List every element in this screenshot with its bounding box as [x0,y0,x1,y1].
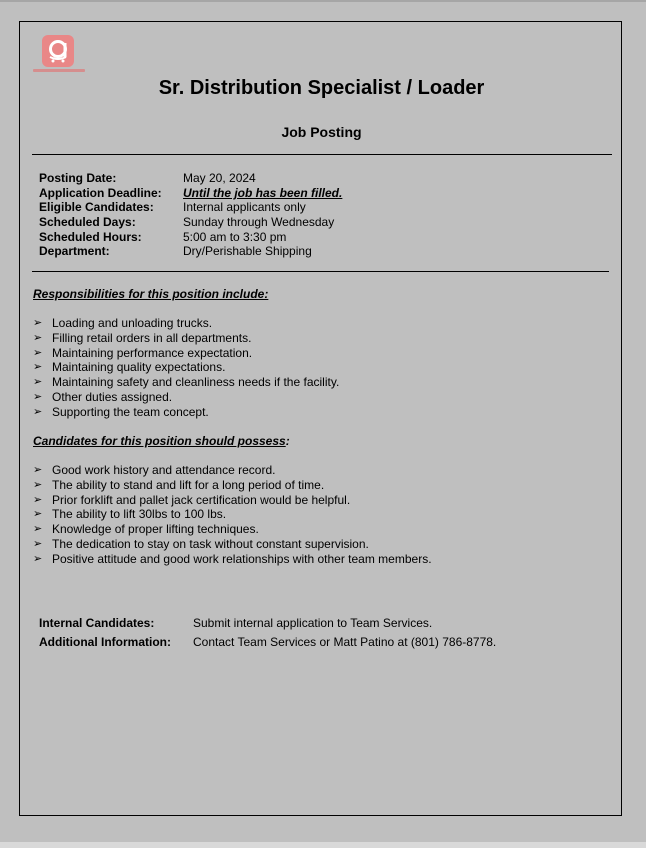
list-item-text: The ability to lift 30lbs to 100 lbs. [52,507,227,522]
company-logo [42,35,74,67]
detail-value: Internal applicants only [183,200,306,215]
list-item [33,552,432,567]
qualifications-heading-text: Candidates for this position should possess [33,434,286,448]
detail-row-posting-date [39,171,342,186]
list-item-text: Positive attitude and good work relationships with other team members. [52,551,432,566]
list-item-text: Maintaining performance expectation. [52,345,253,360]
list-item-text: Prior forklift and pallet jack certification would be helpful. [52,492,351,507]
detail-value: Dry/Perishable Shipping [183,244,312,259]
list-item [33,537,432,552]
arrow-bullet-icon: ➢ [33,478,43,491]
detail-label: Scheduled Hours: [39,229,142,244]
detail-value: 5:00 am to 3:30 pm [183,229,287,244]
list-item [33,360,339,375]
list-item [33,390,339,405]
qualifications-list [33,463,432,567]
list-item [33,522,432,537]
list-item [33,405,339,420]
footer-label: Additional Information: [39,635,171,649]
footer-value: Contact Team Services or Matt Patino at (801) 786-8778. [193,635,497,649]
qualifications-heading [33,434,290,448]
header-divider [32,154,612,155]
responsibilities-heading-text: Responsibilities for this position include: [33,287,269,301]
list-item [33,478,432,493]
logo-mark-icon [45,38,71,64]
arrow-bullet-icon: ➢ [33,317,43,329]
list-item-text: Knowledge of proper lifting techniques. [52,522,259,537]
list-item [33,346,339,361]
detail-value: Until the job has been filled. [183,185,343,200]
detail-label: Scheduled Days: [39,215,136,230]
detail-value: May 20, 2024 [183,171,256,185]
list-item-text: Good work history and attendance record. [52,463,276,477]
detail-row-department [39,244,342,259]
responsibilities-list [33,316,339,420]
list-item-text: Loading and unloading trucks. [52,316,213,330]
detail-label: Posting Date: [39,171,117,185]
list-item-text: Maintaining safety and cleanliness needs if the facility. [52,375,340,390]
detail-label: Application Deadline: [39,185,162,200]
arrow-bullet-icon: ➢ [33,464,43,476]
logo-tagline [33,69,85,72]
detail-row-eligible-candidates [39,200,342,215]
document-subtitle: Job Posting [281,124,362,140]
arrow-bullet-icon: ➢ [33,346,43,359]
footer-value: Submit internal application to Team Services. [193,616,433,630]
list-item [33,375,339,390]
detail-row-scheduled-hours [39,230,342,245]
footer-row-additional-information [39,633,496,652]
responsibilities-heading [33,287,268,301]
list-item-text: Other duties assigned. [52,389,173,404]
detail-row-application-deadline [39,186,342,201]
detail-value: Sunday through Wednesday [183,215,335,230]
arrow-bullet-icon: ➢ [33,537,43,550]
list-item-text: The ability to stand and lift for a long period of time. [52,477,325,492]
list-item [33,463,432,478]
footer-row-internal-candidates [39,614,496,633]
list-item-text: The dedication to stay on task without constant supervision. [52,536,369,551]
list-item-text: Maintaining quality expectations. [52,360,226,375]
job-title: Sr. Distribution Specialist / Loader [158,77,485,99]
window-bottom-edge [0,842,646,848]
qualifications-heading-colon: : [285,434,290,448]
arrow-bullet-icon: ➢ [33,361,43,374]
list-item [33,331,339,346]
posting-details [39,171,342,259]
arrow-bullet-icon: ➢ [33,376,43,389]
details-divider [32,271,609,272]
arrow-bullet-icon: ➢ [33,390,43,403]
contact-info [39,614,496,652]
list-item [33,316,339,331]
detail-row-scheduled-days [39,215,342,230]
list-item-text: Supporting the team concept. [52,404,209,419]
arrow-bullet-icon: ➢ [33,523,43,536]
detail-label: Department: [39,244,110,259]
window-top-edge [0,0,646,2]
footer-label: Internal Candidates: [39,616,155,630]
arrow-bullet-icon: ➢ [33,331,43,344]
detail-label: Eligible Candidates: [39,200,154,215]
document-page [19,21,622,816]
arrow-bullet-icon: ➢ [33,493,43,506]
arrow-bullet-icon: ➢ [33,552,43,565]
arrow-bullet-icon: ➢ [33,405,43,418]
list-item [33,507,432,522]
list-item-text: Filling retail orders in all departments. [52,330,252,345]
arrow-bullet-icon: ➢ [33,508,43,521]
list-item [33,493,432,508]
